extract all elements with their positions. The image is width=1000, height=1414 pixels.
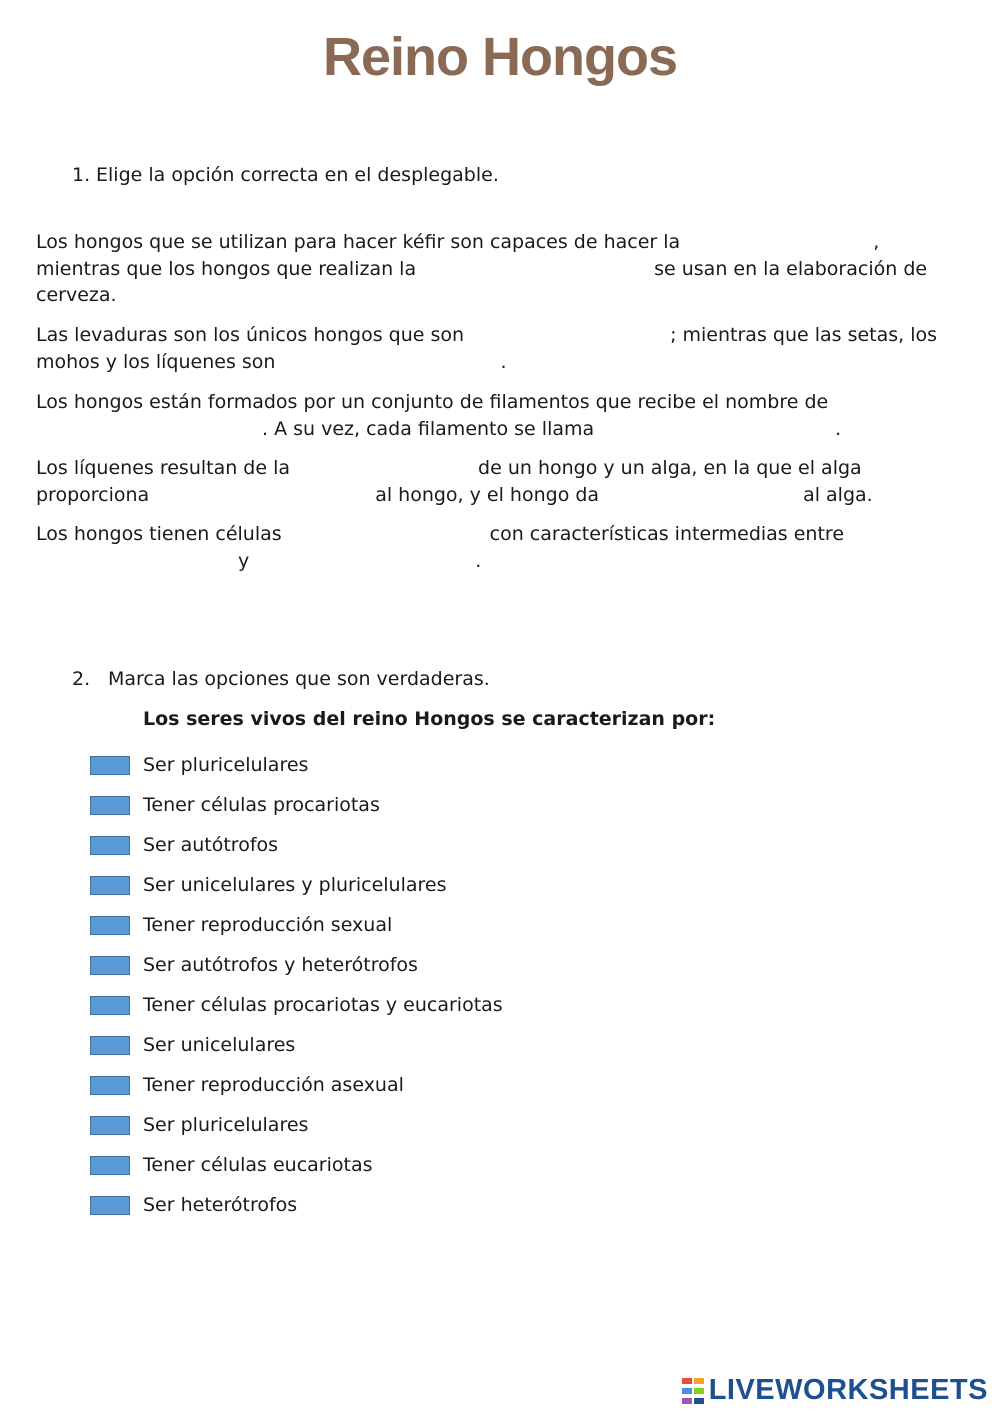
option-item[interactable] [90, 785, 503, 825]
option-label: Ser autótrofos [143, 834, 279, 856]
page-title: Reino Hongos [323, 27, 677, 87]
options-heading: Los seres vivos del reino Hongos se caracterizan por: [143, 708, 716, 730]
checkbox[interactable] [90, 836, 130, 855]
text: . [475, 549, 482, 572]
checkbox[interactable] [90, 756, 130, 775]
paragraph-5 [36, 521, 941, 574]
liveworksheets-icon [682, 1378, 706, 1404]
option-item[interactable] [90, 865, 503, 905]
checkbox[interactable] [90, 1196, 130, 1215]
paragraph-4 [36, 455, 941, 508]
text: Los líquenes resultan de la [36, 457, 291, 479]
checkbox[interactable] [90, 1036, 130, 1055]
text: Las levaduras son los únicos hongos que son [36, 324, 465, 346]
brand-text: LIVEWORKSHEETS [708, 1374, 988, 1406]
option-label: Tener reproducción sexual [143, 914, 393, 936]
options-list [90, 745, 503, 1225]
option-item[interactable] [90, 945, 503, 985]
checkbox[interactable] [90, 1116, 130, 1135]
checkbox[interactable] [90, 956, 130, 975]
instruction-text: Elige la opción correcta en el desplegable. [96, 164, 499, 186]
paragraph-2 [36, 322, 941, 375]
option-label: Ser unicelulares [143, 1034, 296, 1056]
option-item[interactable] [90, 1105, 503, 1145]
option-item[interactable] [90, 825, 503, 865]
text: de un hongo y un alga, en la que el alga proporciona [36, 457, 862, 506]
option-label: Ser autótrofos y heterótrofos [143, 954, 418, 976]
text: Los hongos tienen células [36, 523, 282, 545]
text: al hongo, y el hongo da [375, 483, 600, 506]
option-label: Tener reproducción asexual [143, 1074, 404, 1096]
text: Los hongos están formados por un conjunto de filamentos que recibe el nombre de [36, 391, 829, 413]
option-label: Ser pluricelulares [143, 754, 309, 776]
text: al alga. [803, 483, 873, 506]
option-item[interactable] [90, 1065, 503, 1105]
text: , [873, 231, 880, 253]
option-item[interactable] [90, 1145, 503, 1185]
text: con características intermedias entre [489, 523, 845, 545]
option-item[interactable] [90, 905, 503, 945]
text: . [835, 417, 842, 440]
paragraph-1 [36, 229, 941, 309]
text: Los hongos que se utilizan para hacer kéfir son capaces de hacer la [36, 231, 681, 253]
checkbox[interactable] [90, 1076, 130, 1095]
option-item[interactable] [90, 1025, 503, 1065]
question-number: 1. [72, 164, 91, 186]
option-label: Ser unicelulares y pluricelulares [143, 874, 447, 896]
option-label: Tener células procariotas y eucariotas [143, 994, 503, 1016]
paragraph-3 [36, 389, 941, 442]
text: . A su vez, cada filamento se llama [262, 417, 595, 440]
checkbox[interactable] [90, 1156, 130, 1175]
question-number: 2. [72, 668, 91, 690]
instruction-text: Marca las opciones que son verdaderas. [108, 668, 490, 690]
checkbox[interactable] [90, 796, 130, 815]
checkbox[interactable] [90, 996, 130, 1015]
checkbox[interactable] [90, 876, 130, 895]
text: se usan en la elaboración de cerveza. [36, 257, 928, 306]
checkbox[interactable] [90, 916, 130, 935]
text: . [500, 350, 507, 373]
text: ; mientras que las setas, los mohos y los líquenes son [36, 324, 938, 373]
question-1-instruction [72, 164, 499, 186]
liveworksheets-logo [682, 1374, 988, 1407]
option-label: Tener células eucariotas [143, 1154, 373, 1176]
option-item[interactable] [90, 985, 503, 1025]
option-label: Ser pluricelulares [143, 1114, 309, 1136]
option-item[interactable] [90, 1185, 503, 1225]
option-label: Tener células procariotas [143, 794, 380, 816]
text: mientras que los hongos que realizan la [36, 257, 417, 280]
question-2-instruction [72, 668, 490, 690]
option-item[interactable] [90, 745, 503, 785]
text: y [238, 549, 250, 572]
option-label: Ser heterótrofos [143, 1194, 298, 1216]
